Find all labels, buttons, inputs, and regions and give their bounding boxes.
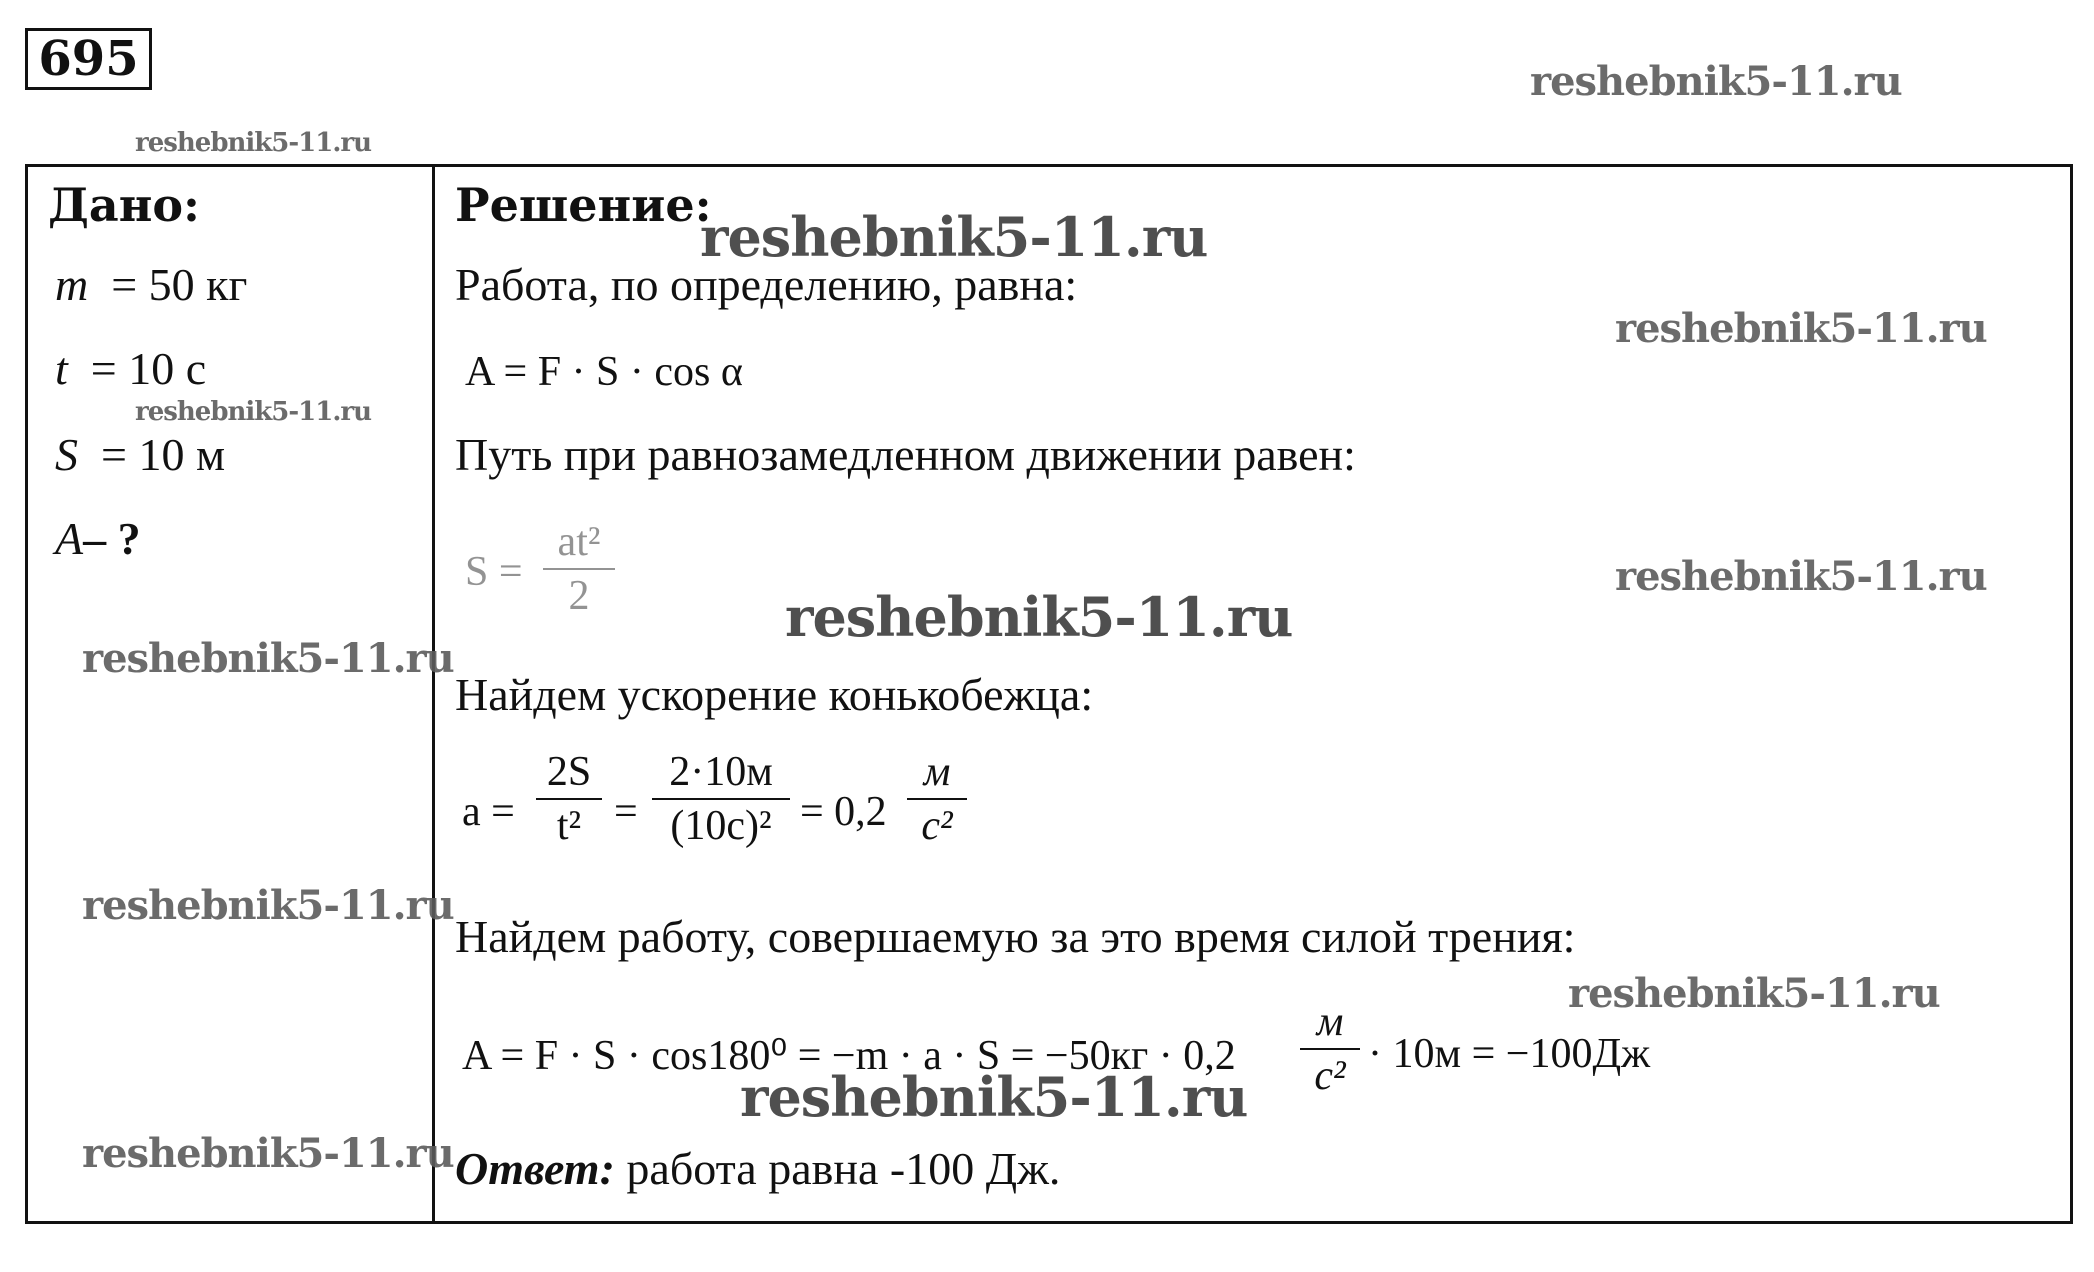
solution-header: Решение:	[455, 178, 712, 232]
watermark: reshebnik5-11.ru	[82, 882, 454, 929]
given-time: t = 10 с	[55, 343, 207, 394]
watermark: reshebnik5-11.ru	[82, 1130, 454, 1177]
solution-line-1: Работа, по определению, равна:	[455, 259, 1078, 310]
given-distance: S = 10 м	[55, 429, 226, 480]
watermark: reshebnik5-11.ru	[1530, 58, 1902, 105]
problem-number: 695	[25, 28, 152, 90]
given-mass: m = 50 кг	[55, 259, 248, 310]
formula-friction-work: A = F · S · cos180⁰ = −m · a · S = −50кг · 0,2 м с² · 10м = −100Дж	[462, 999, 1651, 1099]
watermark: reshebnik5-11.ru	[1615, 305, 1987, 352]
watermark: reshebnik5-11.ru	[135, 397, 372, 427]
solution-line-4: Найдем работу, совершаемую за это время силой трения:	[455, 911, 1576, 962]
watermark: reshebnik5-11.ru	[740, 1065, 1248, 1129]
solution-line-3: Найдем ускорение конькобежца:	[455, 669, 1094, 720]
watermark: reshebnik5-11.ru	[135, 128, 372, 158]
solution-line-2: Путь при равнозамедленном движении равен:	[455, 429, 1356, 480]
given-header: Дано:	[48, 178, 201, 232]
watermark: reshebnik5-11.ru	[700, 205, 1208, 269]
watermark: reshebnik5-11.ru	[1568, 970, 1940, 1017]
formula-acceleration: a = 2S t² = 2·10м (10с)² = 0,2 м с²	[462, 750, 1022, 880]
given-unknown: A– ?	[55, 513, 141, 564]
column-divider	[432, 164, 435, 1224]
watermark: reshebnik5-11.ru	[785, 585, 1293, 649]
watermark: reshebnik5-11.ru	[82, 635, 454, 682]
formula-work-definition: A = F · S · cos α	[465, 349, 743, 395]
answer: Ответ: работа равна -100 Дж.	[455, 1143, 1061, 1194]
watermark: reshebnik5-11.ru	[1615, 553, 1987, 600]
